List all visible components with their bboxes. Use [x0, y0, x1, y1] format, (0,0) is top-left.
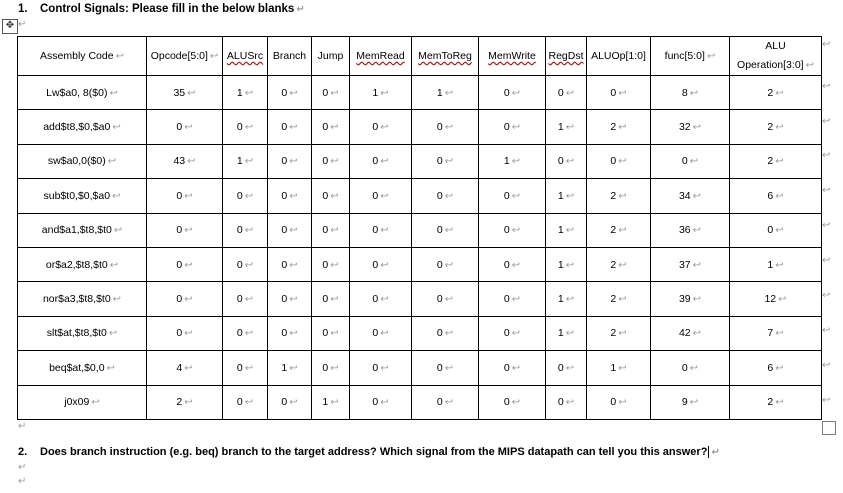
cell-end-mark-icon: ↩	[444, 87, 454, 99]
cell-end-mark-icon: ↩	[444, 397, 454, 409]
cell-jump[interactable]: 0 ↩	[312, 144, 350, 178]
cell-branch[interactable]: 0 ↩	[268, 179, 312, 213]
cell-memtoreg[interactable]: 0 ↩	[412, 282, 479, 316]
paragraph-mark-icon: ↵	[18, 476, 27, 487]
cell-func[interactable]: 0 ↩	[651, 351, 730, 385]
cell-end-mark-icon: ↩	[689, 87, 699, 99]
paragraph-mark-icon: ↵	[18, 19, 27, 30]
table-row	[18, 144, 822, 178]
cell-aluop[interactable]: 2 ↩	[587, 247, 651, 281]
cell-end-mark-icon: ↩	[244, 397, 254, 409]
cell-aluop[interactable]: 1 ↩	[587, 351, 651, 385]
cell-assembly-code[interactable]: and$a1,$t8,$t0 ↩	[18, 213, 147, 247]
paragraph-mark-icon: ↵	[711, 447, 720, 458]
cell-alusrc[interactable]: 0 ↩	[223, 213, 268, 247]
cell-regdst[interactable]: 1 ↩	[546, 316, 587, 350]
cell-memwrite[interactable]: 0 ↩	[479, 76, 546, 110]
cell-branch[interactable]: 0 ↩	[268, 316, 312, 350]
row-end-marks	[822, 36, 836, 426]
cell-branch[interactable]: 0 ↩	[268, 247, 312, 281]
cell-opcode[interactable]: 2 ↩	[147, 385, 223, 419]
cell-end-mark-icon: ↩	[330, 190, 339, 202]
question-1-number: 1.	[18, 3, 28, 15]
cell-end-mark-icon: ↩	[565, 328, 575, 340]
cell-memtoreg[interactable]: 0 ↩	[412, 316, 479, 350]
cell-memwrite[interactable]: 1 ↩	[479, 144, 546, 178]
cell-end-mark-icon: ↩	[330, 294, 339, 306]
cell-memwrite[interactable]: 0 ↩	[479, 385, 546, 419]
cell-alusrc[interactable]: 0 ↩	[223, 351, 268, 385]
cell-memtoreg[interactable]: 0 ↩	[412, 144, 479, 178]
cell-func[interactable]: 42 ↩	[651, 316, 730, 350]
cell-regdst[interactable]: 0 ↩	[546, 385, 587, 419]
cell-assembly-code[interactable]: sw$a0,0($0) ↩	[18, 144, 147, 178]
cell-end-mark-icon: ↩	[565, 87, 575, 99]
cell-end-mark-icon: ↩	[444, 328, 454, 340]
cell-end-mark-icon: ↩	[184, 294, 193, 306]
cell-end-mark-icon: ↩	[380, 328, 389, 340]
cell-end-mark-icon: ↩	[692, 294, 702, 306]
cell-end-mark-icon: ↩	[380, 362, 389, 374]
cell-end-mark-icon: ↩	[244, 190, 254, 202]
cell-end-mark-icon: ↩	[380, 122, 389, 134]
cell-alusrc[interactable]: 0 ↩	[223, 179, 268, 213]
cell-branch[interactable]: 0 ↩	[268, 282, 312, 316]
cell-end-mark-icon: ↩	[618, 156, 627, 168]
cell-end-mark-icon: ↩	[618, 122, 627, 134]
cell-jump[interactable]: 0 ↩	[312, 247, 350, 281]
cell-func[interactable]: 8 ↩	[651, 76, 730, 110]
cell-memtoreg[interactable]: 1 ↩	[412, 76, 479, 110]
cell-alu-operation[interactable]: 6 ↩	[730, 351, 822, 385]
cell-func[interactable]: 36 ↩	[651, 213, 730, 247]
cell-alu-operation[interactable]: 1 ↩	[730, 247, 822, 281]
control-signals-table	[17, 36, 822, 420]
header-regdst[interactable]: RegDst	[546, 37, 587, 76]
paragraph-mark-icon: ↵	[296, 4, 305, 15]
table-row	[18, 213, 822, 247]
cell-end-mark-icon: ↩	[565, 362, 575, 374]
cell-end-mark-icon: ↩	[244, 225, 254, 237]
cell-alu-operation[interactable]: 7 ↩	[730, 316, 822, 350]
cell-end-mark-icon: ↩	[618, 87, 627, 99]
cell-end-mark-icon: ↩	[775, 362, 784, 374]
cell-end-mark-icon: ↩	[775, 397, 784, 409]
cell-end-mark-icon: ↩	[109, 259, 119, 271]
cell-end-mark-icon: ↩	[289, 259, 298, 271]
cell-end-mark-icon: ↩	[109, 87, 118, 99]
cell-memwrite[interactable]: 0 ↩	[479, 213, 546, 247]
cell-end-mark-icon: ↩	[511, 122, 521, 134]
cell-end-mark-icon: ↩	[289, 122, 298, 134]
cell-end-mark-icon: ↩	[380, 156, 389, 168]
header-assembly-code[interactable]: Assembly Code ↩	[18, 37, 147, 76]
cell-alusrc[interactable]: 0 ↩	[223, 110, 268, 144]
cell-alusrc[interactable]: 1 ↩	[223, 76, 268, 110]
cell-end-mark-icon: ↩	[565, 294, 575, 306]
cell-alu-operation[interactable]: 2 ↩	[730, 76, 822, 110]
cell-end-mark-icon: ↩	[692, 328, 702, 340]
cell-end-mark-icon: ↩	[775, 259, 784, 271]
cell-end-mark-icon: ↩	[775, 328, 784, 340]
cell-end-mark-icon: ↩	[689, 362, 699, 374]
row-end-mark-icon: ↩	[822, 255, 831, 266]
cell-end-mark-icon: ↩	[511, 328, 521, 340]
cell-branch[interactable]: 0 ↩	[268, 213, 312, 247]
cell-end-mark-icon: ↩	[244, 362, 254, 374]
cell-memread[interactable]: 1 ↩	[350, 76, 412, 110]
cell-end-mark-icon: ↩	[444, 122, 454, 134]
cell-end-mark-icon: ↩	[184, 225, 193, 237]
cell-end-mark-icon: ↩	[511, 362, 521, 374]
table-row	[18, 247, 822, 281]
cell-end-mark-icon: ↩	[187, 87, 196, 99]
table-row	[18, 110, 822, 144]
cell-assembly-code[interactable]: slt$at,$t8,$t0 ↩	[18, 316, 147, 350]
cell-end-mark-icon: ↩	[330, 259, 339, 271]
cell-end-mark-icon: ↩	[565, 190, 575, 202]
header-alu-operation[interactable]: ALU Operation[3:0] ↩	[730, 37, 822, 76]
cell-end-mark-icon: ↩	[511, 190, 521, 202]
paragraph-mark-icon: ↵	[18, 462, 27, 473]
cell-alu-operation[interactable]: 0 ↩	[730, 213, 822, 247]
cell-memtoreg[interactable]: 0 ↩	[412, 213, 479, 247]
paragraph-mark-icon: ↵	[18, 421, 27, 432]
cell-assembly-code[interactable]: Lw$a0, 8($0) ↩	[18, 76, 147, 110]
cell-jump[interactable]: 0 ↩	[312, 213, 350, 247]
cell-end-mark-icon: ↩	[618, 362, 627, 374]
table-body	[18, 76, 822, 420]
cell-branch[interactable]: 0 ↩	[268, 76, 312, 110]
cell-end-mark-icon: ↩	[91, 397, 100, 409]
row-end-mark-icon: ↩	[822, 395, 831, 406]
cell-opcode[interactable]: 0 ↩	[147, 247, 223, 281]
cell-opcode[interactable]: 0 ↩	[147, 213, 223, 247]
cell-alusrc[interactable]: 0 ↩	[223, 247, 268, 281]
question-2-number: 2.	[18, 446, 28, 458]
table-row	[18, 385, 822, 419]
cell-end-mark-icon: ↩	[775, 225, 784, 237]
cell-end-mark-icon: ↩	[775, 122, 784, 134]
cell-branch[interactable]: 0 ↩	[268, 385, 312, 419]
cell-end-mark-icon: ↩	[106, 362, 115, 374]
cell-aluop[interactable]: 2 ↩	[587, 316, 651, 350]
header-aluop[interactable]: ALUOp[1:0]	[587, 37, 651, 76]
cell-alu-operation[interactable]: 2 ↩	[730, 385, 822, 419]
cell-end-mark-icon: ↩	[565, 225, 575, 237]
cell-end-mark-icon: ↩	[380, 190, 389, 202]
cell-end-mark-icon: ↩	[618, 225, 627, 237]
question-2-text: Does branch instruction (e.g. beq) branch to the target address? Which signal from the MIPS datapath can tell you this answer?	[40, 446, 708, 458]
cell-func[interactable]: 9 ↩	[651, 385, 730, 419]
cell-end-mark-icon: ↩	[244, 87, 254, 99]
cell-alu-operation[interactable]: 12 ↩	[730, 282, 822, 316]
cell-end-mark-icon: ↩	[511, 225, 521, 237]
cell-end-mark-icon: ↩	[112, 122, 121, 134]
row-end-mark-icon: ↩	[822, 220, 831, 231]
cell-alu-operation[interactable]: 2 ↩	[730, 110, 822, 144]
cell-end-mark-icon: ↩	[244, 294, 254, 306]
cell-end-mark-icon: ↩	[689, 397, 699, 409]
question-1-heading	[18, 3, 305, 15]
cell-end-mark-icon: ↩	[511, 397, 521, 409]
cell-alusrc[interactable]: 0 ↩	[223, 282, 268, 316]
cell-end-mark-icon: ↩	[107, 156, 117, 168]
cell-regdst[interactable]: 1 ↩	[546, 247, 587, 281]
cell-jump[interactable]: 1 ↩	[312, 385, 350, 419]
question-2[interactable]	[18, 446, 720, 458]
cell-memwrite[interactable]: 0 ↩	[479, 247, 546, 281]
cell-end-mark-icon: ↩	[289, 294, 298, 306]
cell-memread[interactable]: 0 ↩	[350, 213, 412, 247]
cell-end-mark-icon: ↩	[380, 397, 389, 409]
cell-end-mark-icon: ↩	[689, 156, 699, 168]
cell-opcode[interactable]: 0 ↩	[147, 282, 223, 316]
cell-regdst[interactable]: 1 ↩	[546, 282, 587, 316]
cell-end-mark-icon: ↩	[511, 294, 521, 306]
cell-end-mark-icon: ↩	[511, 259, 521, 271]
cell-aluop[interactable]: 2 ↩	[587, 213, 651, 247]
table-row	[18, 316, 822, 350]
cell-jump[interactable]: 0 ↩	[312, 282, 350, 316]
cell-aluop[interactable]: 0 ↩	[587, 76, 651, 110]
cell-end-mark-icon: ↩	[692, 259, 702, 271]
cell-end-mark-icon: ↩	[444, 259, 454, 271]
cell-end-mark-icon: ↩	[565, 259, 575, 271]
cell-end-mark-icon: ↩	[289, 397, 298, 409]
row-end-mark-icon: ↩	[822, 185, 831, 196]
cell-end-mark-icon: ↩	[618, 294, 627, 306]
table-row	[18, 76, 822, 110]
cell-end-mark-icon: ↩	[113, 225, 123, 237]
cell-end-mark-icon: ↩	[775, 87, 784, 99]
cell-end-mark-icon: ↩	[511, 156, 521, 168]
cell-end-mark-icon: ↩	[184, 259, 193, 271]
cell-memread[interactable]: 0 ↩	[350, 385, 412, 419]
cell-end-mark-icon: ↩	[330, 225, 339, 237]
cell-end-mark-icon: ↩	[444, 156, 454, 168]
cell-branch[interactable]: 0 ↩	[268, 110, 312, 144]
cell-end-mark-icon: ↩	[618, 259, 627, 271]
cell-memread[interactable]: 0 ↩	[350, 110, 412, 144]
cell-memwrite[interactable]: 0 ↩	[479, 282, 546, 316]
header-opcode[interactable]: Opcode[5:0] ↩	[147, 37, 223, 76]
cell-memwrite[interactable]: 0 ↩	[479, 110, 546, 144]
header-jump[interactable]: Jump	[312, 37, 350, 76]
row-end-mark-icon: ↩	[822, 81, 831, 92]
cell-end-mark-icon: ↩	[184, 190, 193, 202]
cell-end-mark-icon: ↩	[618, 328, 627, 340]
cell-assembly-code[interactable]: or$a2,$t8,$t0 ↩	[18, 247, 147, 281]
row-end-mark-icon: ↩	[822, 360, 831, 371]
header-branch[interactable]: Branch	[268, 37, 312, 76]
cell-memwrite[interactable]: 0 ↩	[479, 316, 546, 350]
cell-memwrite[interactable]: 0 ↩	[479, 179, 546, 213]
cell-end-mark-icon: ↩	[692, 122, 702, 134]
cell-assembly-code[interactable]: j0x09 ↩	[18, 385, 147, 419]
cell-memtoreg[interactable]: 0 ↩	[412, 179, 479, 213]
cell-end-mark-icon: ↩	[108, 328, 118, 340]
cell-memread[interactable]: 0 ↩	[350, 144, 412, 178]
cell-end-mark-icon: ↩	[565, 156, 575, 168]
cell-opcode[interactable]: 43 ↩	[147, 144, 223, 178]
cell-jump[interactable]: 0 ↩	[312, 110, 350, 144]
cell-end-mark-icon: ↩	[184, 122, 193, 134]
cell-opcode[interactable]: 0 ↩	[147, 316, 223, 350]
cell-opcode[interactable]: 0 ↩	[147, 110, 223, 144]
cell-end-mark-icon: ↩	[775, 156, 784, 168]
cell-memread[interactable]: 0 ↩	[350, 179, 412, 213]
cell-memread[interactable]: 0 ↩	[350, 316, 412, 350]
cell-opcode[interactable]: 0 ↩	[147, 179, 223, 213]
cell-end-mark-icon: ↩	[565, 122, 575, 134]
cell-end-mark-icon: ↩	[444, 362, 454, 374]
cell-regdst[interactable]: 1 ↩	[546, 110, 587, 144]
cell-regdst[interactable]: 0 ↩	[546, 144, 587, 178]
cell-memwrite[interactable]: 0 ↩	[479, 351, 546, 385]
cell-assembly-code[interactable]: beq$at,$0,0 ↩	[18, 351, 147, 385]
cell-func[interactable]: 37 ↩	[651, 247, 730, 281]
cell-end-mark-icon: ↩	[244, 156, 254, 168]
cell-end-mark-icon: ↩	[330, 328, 339, 340]
cell-end-mark-icon: ↩	[778, 294, 787, 306]
cell-end-mark-icon: ↩	[330, 362, 339, 374]
cell-opcode[interactable]: 4 ↩	[147, 351, 223, 385]
cell-branch[interactable]: 0 ↩	[268, 144, 312, 178]
row-end-mark-icon: ↩	[822, 150, 831, 161]
row-end-mark-icon: ↩	[822, 39, 831, 50]
cell-end-mark-icon: ↩	[330, 397, 339, 409]
cell-end-mark-icon: ↩	[444, 190, 454, 202]
cell-jump[interactable]: 0 ↩	[312, 179, 350, 213]
cell-end-mark-icon: ↩	[444, 294, 454, 306]
row-end-mark-icon: ↩	[822, 116, 831, 127]
cell-end-mark-icon: ↩	[184, 397, 193, 409]
text-cursor	[708, 446, 709, 458]
question-1-text: Control Signals: Please fill in the below blanks	[40, 3, 295, 15]
cell-end-mark-icon: ↩	[330, 156, 339, 168]
cell-alu-operation[interactable]: 6 ↩	[730, 179, 822, 213]
cell-end-mark-icon: ↩	[244, 328, 254, 340]
cell-memtoreg[interactable]: 0 ↩	[412, 385, 479, 419]
cell-func[interactable]: 34 ↩	[651, 179, 730, 213]
cell-end-mark-icon: ↩	[618, 190, 627, 202]
cell-opcode[interactable]: 35 ↩	[147, 76, 223, 110]
cell-end-mark-icon: ↩	[380, 294, 389, 306]
cell-end-mark-icon: ↩	[444, 225, 454, 237]
cell-end-mark-icon: ↩	[184, 362, 193, 374]
cell-jump[interactable]: 0 ↩	[312, 76, 350, 110]
cell-regdst[interactable]: 1 ↩	[546, 213, 587, 247]
cell-assembly-code[interactable]: nor$a3,$t8,$t0 ↩	[18, 282, 147, 316]
cell-jump[interactable]: 0 ↩	[312, 316, 350, 350]
cell-memtoreg[interactable]: 0 ↩	[412, 351, 479, 385]
cell-end-mark-icon: ↩	[289, 156, 298, 168]
table-resize-handle[interactable]	[822, 421, 836, 435]
row-end-mark-icon: ↩	[822, 325, 831, 336]
cell-branch[interactable]: 1 ↩	[268, 351, 312, 385]
cell-memtoreg[interactable]: 0 ↩	[412, 110, 479, 144]
cell-func[interactable]: 32 ↩	[651, 110, 730, 144]
header-memtoreg[interactable]: MemToReg	[412, 37, 479, 76]
cell-end-mark-icon: ↩	[380, 259, 389, 271]
cell-end-mark-icon: ↩	[289, 362, 298, 374]
cell-end-mark-icon: ↩	[511, 87, 521, 99]
cell-alu-operation[interactable]: 2 ↩	[730, 144, 822, 178]
cell-func[interactable]: 0 ↩	[651, 144, 730, 178]
cell-jump[interactable]: 0 ↩	[312, 351, 350, 385]
cell-end-mark-icon: ↩	[692, 190, 702, 202]
cell-regdst[interactable]: 0 ↩	[546, 76, 587, 110]
cell-end-mark-icon: ↩	[692, 225, 702, 237]
cell-aluop[interactable]: 2 ↩	[587, 110, 651, 144]
cell-memtoreg[interactable]: 0 ↩	[412, 247, 479, 281]
cell-aluop[interactable]: 2 ↩	[587, 179, 651, 213]
table-row	[18, 179, 822, 213]
header-memread[interactable]: MemRead	[350, 37, 412, 76]
cell-alusrc[interactable]: 0 ↩	[223, 316, 268, 350]
cell-end-mark-icon: ↩	[775, 190, 784, 202]
cell-memread[interactable]: 0 ↩	[350, 247, 412, 281]
cell-memread[interactable]: 0 ↩	[350, 282, 412, 316]
cell-end-mark-icon: ↩	[289, 87, 298, 99]
cell-end-mark-icon: ↩	[184, 328, 193, 340]
cell-end-mark-icon: ↩	[380, 225, 389, 237]
cell-alusrc[interactable]: 0 ↩	[223, 385, 268, 419]
cell-end-mark-icon: ↩	[565, 397, 575, 409]
cell-end-mark-icon: ↩	[380, 87, 389, 99]
cell-end-mark-icon: ↩	[112, 294, 122, 306]
cell-end-mark-icon: ↩	[330, 87, 339, 99]
cell-memread[interactable]: 0 ↩	[350, 351, 412, 385]
cell-end-mark-icon: ↩	[289, 190, 298, 202]
table-row	[18, 282, 822, 316]
cell-alusrc[interactable]: 1 ↩	[223, 144, 268, 178]
cell-end-mark-icon: ↩	[330, 122, 339, 134]
cell-aluop[interactable]: 0 ↩	[587, 385, 651, 419]
header-memwrite[interactable]: MemWrite	[479, 37, 546, 76]
table-move-handle-icon[interactable]: ✥	[2, 19, 18, 34]
cell-end-mark-icon: ↩	[244, 259, 254, 271]
cell-end-mark-icon: ↩	[244, 122, 254, 134]
header-func[interactable]: func[5:0] ↩	[651, 37, 730, 76]
cell-end-mark-icon: ↩	[112, 190, 121, 202]
cell-assembly-code[interactable]: sub$t0,$0,$a0 ↩	[18, 179, 147, 213]
header-alusrc[interactable]: ALUSrc	[223, 37, 268, 76]
cell-end-mark-icon: ↩	[289, 225, 298, 237]
cell-end-mark-icon: ↩	[618, 397, 627, 409]
table-header-row	[18, 37, 822, 76]
cell-aluop[interactable]: 0 ↩	[587, 144, 651, 178]
cell-end-mark-icon: ↩	[187, 156, 196, 168]
row-end-mark-icon: ↩	[822, 290, 831, 301]
cell-assembly-code[interactable]: add$t8,$0,$a0 ↩	[18, 110, 147, 144]
cell-regdst[interactable]: 0 ↩	[546, 351, 587, 385]
table-row	[18, 351, 822, 385]
cell-regdst[interactable]: 1 ↩	[546, 179, 587, 213]
cell-aluop[interactable]: 2 ↩	[587, 282, 651, 316]
cell-func[interactable]: 39 ↩	[651, 282, 730, 316]
cell-end-mark-icon: ↩	[289, 328, 298, 340]
